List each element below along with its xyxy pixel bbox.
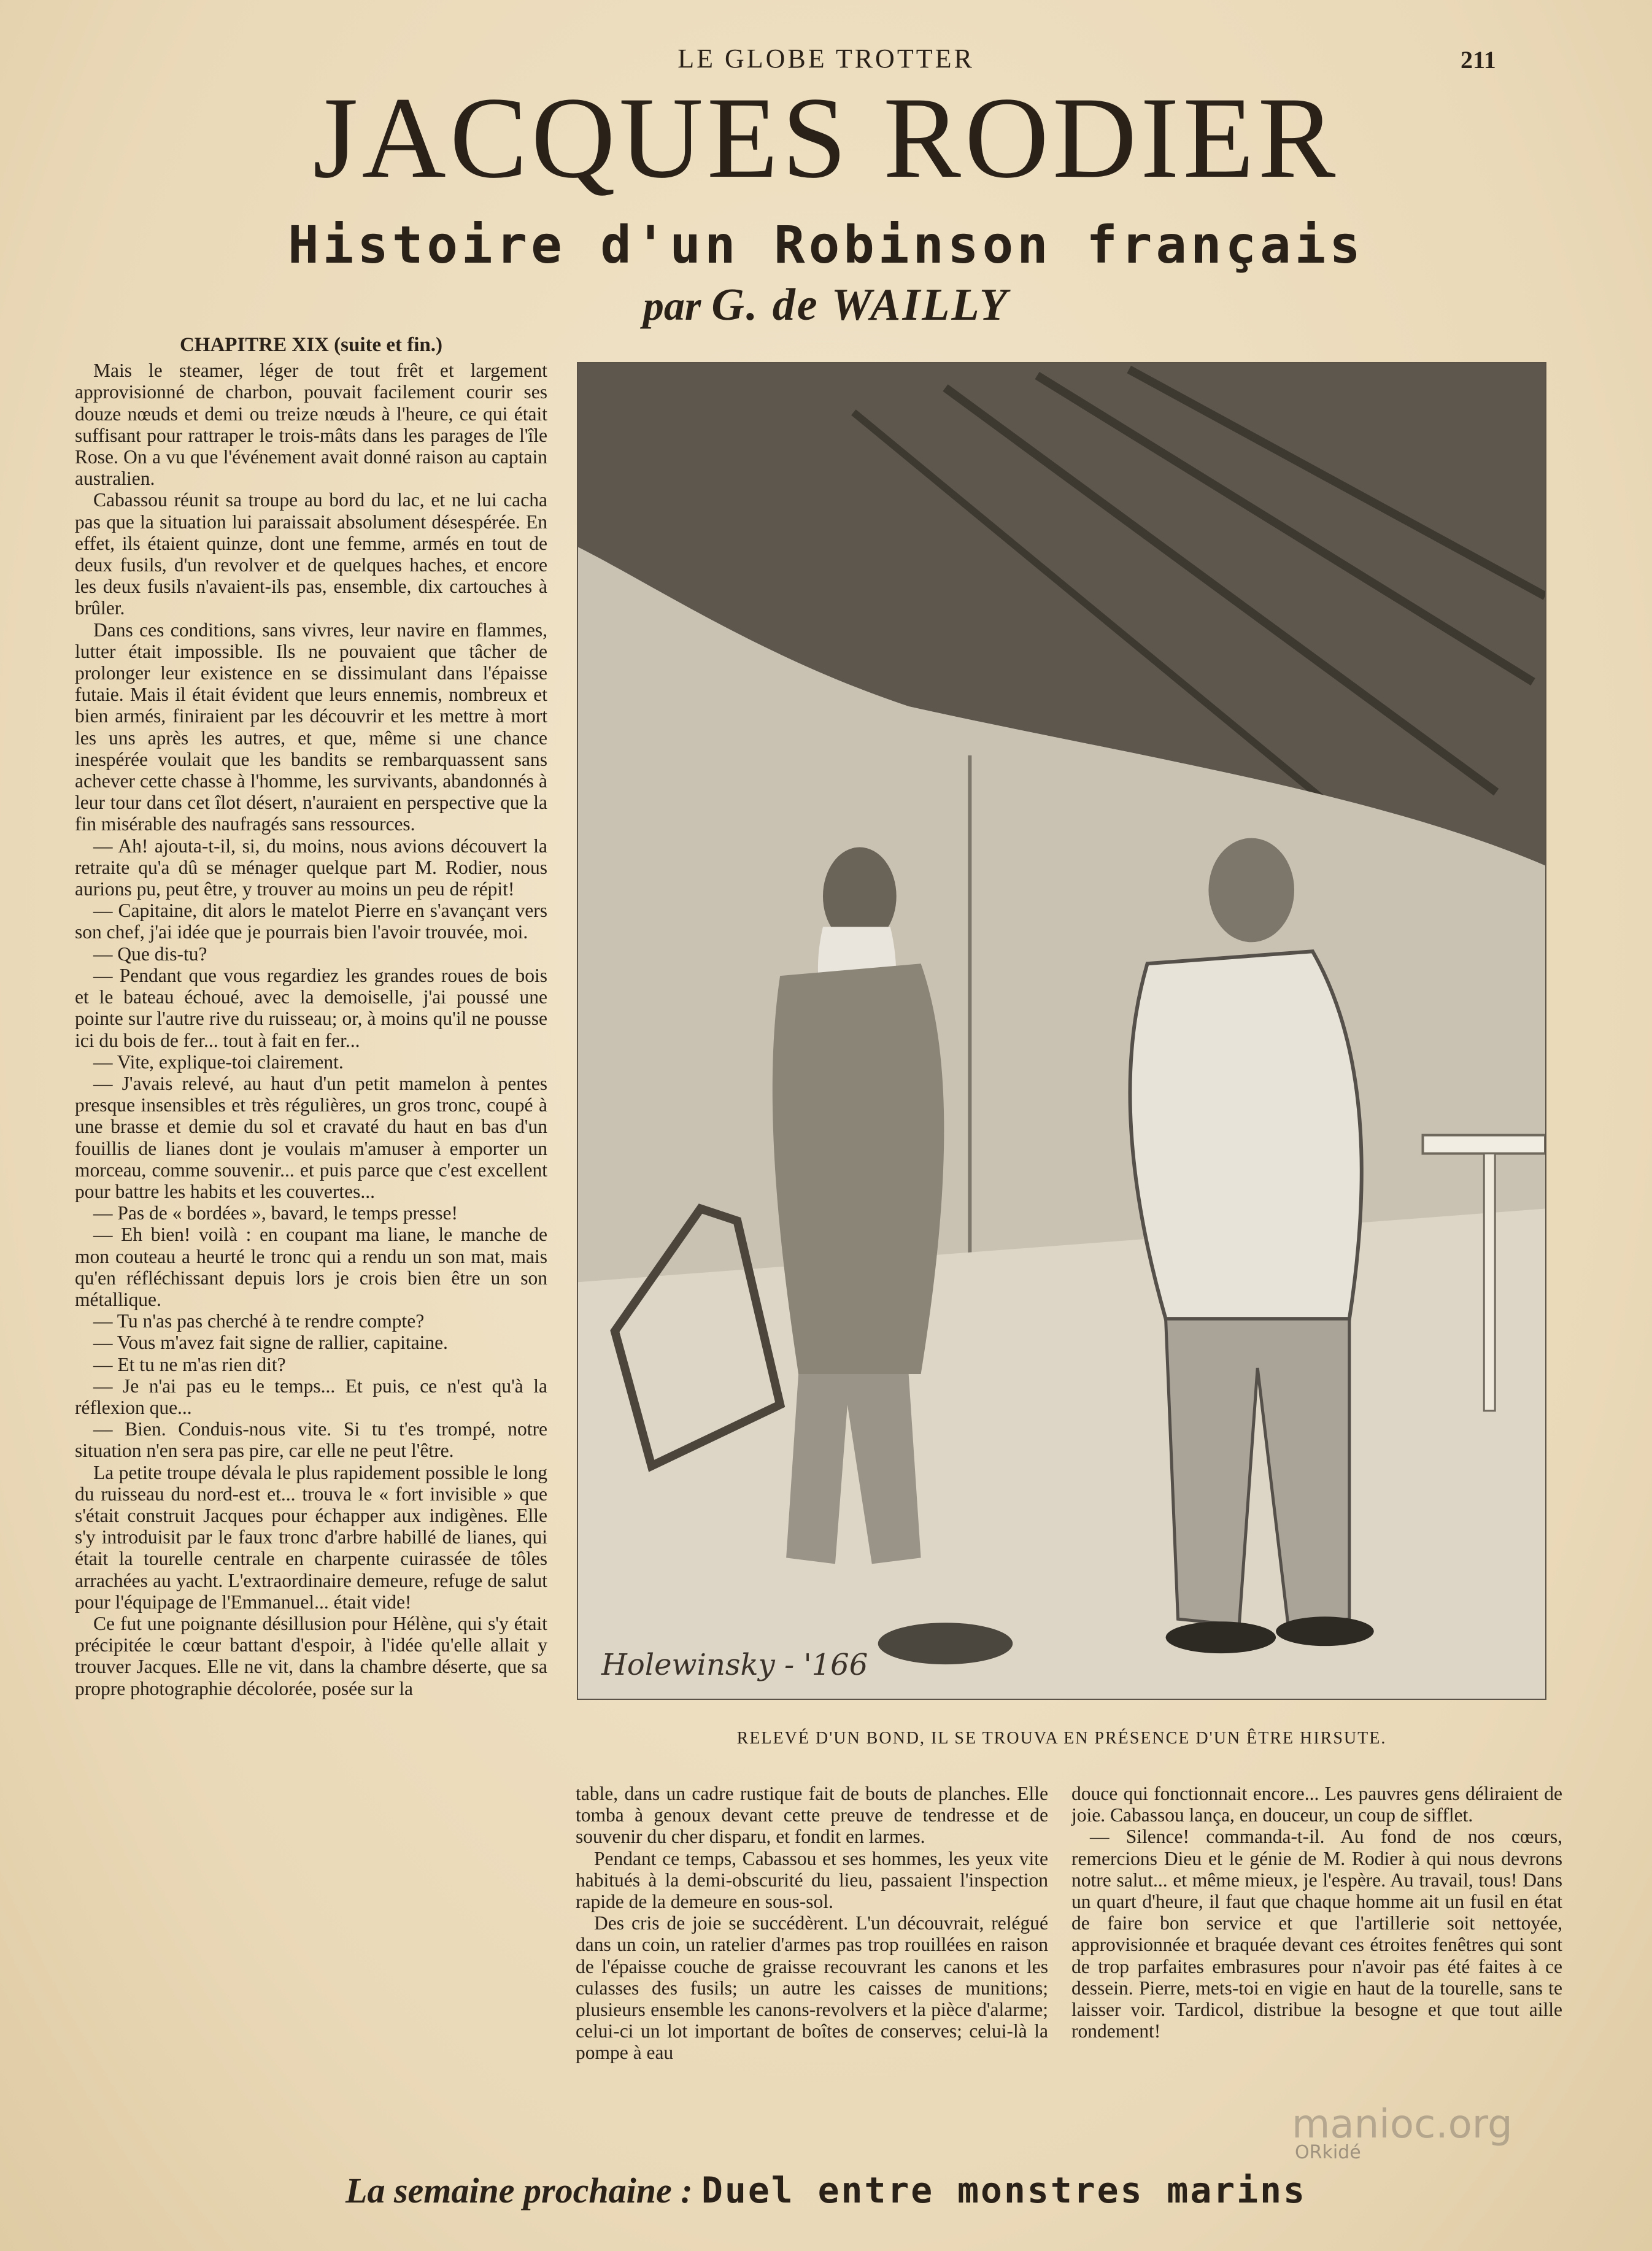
table-top xyxy=(1423,1135,1545,1154)
paragraph: — Silence! commanda-t-il. Au fond de nos cœurs, remercions Dieu et le génie de M. Rodier à qui nous devrons notre salut... et même mieux, je l'espère. Au travail, tous! Dans un quart d'heure, il faut que chaque homme ait un fusil en état de faire bon service et que l'artillerie soit nettoyée, approvisionnée et braquée devant ces étroites fenêtres qui sont de trop parfaites embrasures pour n'avoir pas été faites à ce dessein. Pierre, mets-toi en vigie en haut de la tourelle, sans te laisser voir. Tardicol, distribue la besogne et que tout aille rondement! xyxy=(1071,1826,1562,2042)
paragraph: — Ah! ajouta-t-il, si, du moins, nous avions découvert la retraite qu'a dû se ménager quelque part M. Rodier, nous aurions pu, peut être, y trouver au moins un peu de répit! xyxy=(75,835,547,900)
paragraph: — Tu n'as pas cherché à te rendre compte? xyxy=(93,1310,425,1332)
paragraph: — Je n'ai pas eu le temps... Et puis, ce n'est qu'à la réflexion que... xyxy=(75,1375,547,1418)
man-shoe xyxy=(1166,1621,1276,1653)
illustration xyxy=(577,362,1546,1700)
man-jacket xyxy=(1130,951,1361,1319)
paragraph: Mais le steamer, léger de tout frêt et largement approvisionné de charbon, pouvait facilement courir ses douze nœuds et demi ou treize nœuds à l'heure, ce qui était suffisant pour rattraper le trois-mâts dans les parages de l'île Rose. On a vu que l'événement avait donné raison au captain australien. xyxy=(75,360,547,490)
text-column-middle xyxy=(576,1783,1048,2064)
byline-prefix: par xyxy=(643,282,701,329)
paragraph: douce qui fonctionnait encore... Les pauvres gens déliraient de joie. Cabassou lança, en douceur, un coup de sifflet. xyxy=(1071,1783,1562,1826)
floor xyxy=(578,1208,1545,1699)
paragraph: table, dans un cadre rustique fait de bouts de planches. Elle tomba à genoux devant cette preuve de tendresse et de souvenir du cher disparu, et fondit en larmes. xyxy=(576,1783,1048,1848)
artist-signature: Holewinsky - '166 xyxy=(601,1648,868,1682)
hermit-body xyxy=(773,963,944,1374)
paragraph: — Vous m'avez fait signe de rallier, capitaine. xyxy=(93,1332,448,1354)
byline xyxy=(0,279,1652,331)
paragraph: Ce fut une poignante désillusion pour Hélène, qui s'y était précipitée le cœur battant d'espoir, à l'idée qu'elle allait y trouver Jacques. Elle ne vit, dans la chambre déserte, que sa propre photographie décolorée, posée sur la xyxy=(75,1612,547,1699)
teaser-title: Duel entre monstres marins xyxy=(701,2169,1307,2211)
table-leg xyxy=(1484,1154,1495,1411)
paragraph: Cabassou réunit sa troupe au bord du lac, et ne lui cacha pas que la situation lui paraissait absolument désespérée. En effet, ils étaient quinze, dont une femme, armés en tout de deux fusils, d'un revolver et de quelques haches, et encore les deux fusils n'avaient-ils pas, ensemble, dix cartouches à brûler. xyxy=(75,489,547,619)
man-head xyxy=(1208,838,1294,943)
paragraph: — Que dis-tu? xyxy=(93,943,207,965)
article-title: JACQUES RODIER xyxy=(312,74,1340,203)
paragraph: — Et tu ne m'as rien dit? xyxy=(93,1353,286,1375)
page-number: 211 xyxy=(1461,46,1496,74)
paragraph: — Capitaine, dit alors le matelot Pierre en s'avançant vers son chef, j'ai idée que je pourrais bien l'avoir trouvée, moi. xyxy=(75,900,547,943)
next-week-teaser xyxy=(0,2169,1652,2211)
watermark: manioc.org xyxy=(1292,2102,1513,2147)
paragraph: — J'avais relevé, au haut d'un petit mamelon à pentes presque insensibles et très régulières, un gros tronc, coupé à une brasse et demie du sol et cravaté du haut en bas d'un fouillis de lianes dont je voulais m'amuser à emporter un morceau, comme souvenir... et puis parce que c'est excellent pour battre les habits et les couvertes... xyxy=(75,1072,547,1202)
engraving-drawing xyxy=(578,363,1545,1699)
teaser-lead: La semaine prochaine : xyxy=(345,2171,693,2210)
watermark-credit: ORkidé xyxy=(1295,2142,1361,2163)
paragraph: Pendant ce temps, Cabassou et ses hommes, les yeux vite habitués à la demi-obscurité du lieu, passaient l'inspection rapide de la demeure en sous-sol. xyxy=(576,1847,1048,1913)
author-name: G. de WAILLY xyxy=(711,280,1009,330)
text-column-right xyxy=(1071,1783,1562,2042)
chapter-heading: CHAPITRE XIX (suite et fin.) xyxy=(179,334,443,356)
paragraph: — Bien. Conduis-nous vite. Si tu t'es trompé, notre situation n'en sera pas pire, car elle ne peut l'être. xyxy=(75,1418,547,1462)
paragraph: — Pendant que vous regardiez les grandes roues de bois et le bateau échoué, avec la demoiselle, j'ai poussé une pointe sur l'autre rive du ruisseau; or, à moins qu'il ne pousse ici du bois de fer... tout à fait en fer... xyxy=(75,964,547,1051)
paragraph: — Pas de « bordées », bavard, le temps presse! xyxy=(93,1202,458,1224)
paragraph: Dans ces conditions, sans vivres, leur navire en flammes, lutter était impossible. Ils ne pouvaient que tâcher de prolonger leur existence en se dissimulant dans l'épaisse futaie. Mais il était évident que leurs ennemis, nombreux et bien armés, finiraient par les découvrir et les mettre à mort les uns après les autres, et que, même si une chance inespérée voulait que les bandits se rembarquassent sans achever cette chasse à l'homme, les survivants, abandonnés à leur tour dans cet îlot désert, n'auraient en perspective que la fin misérable des naufragés sans ressources. xyxy=(75,619,547,835)
article-subtitle: Histoire d'un Robinson français xyxy=(288,215,1364,275)
hat-on-floor xyxy=(878,1623,1013,1664)
illustration-caption: RELEVÉ D'UN BOND, IL SE TROUVA EN PRÉSENCE D'UN ÊTRE HIRSUTE. xyxy=(736,1729,1387,1748)
paragraph: — Vite, explique-toi clairement. xyxy=(93,1051,344,1073)
paragraph: Des cris de joie se succédèrent. L'un découvrait, relégué dans un coin, un ratelier d'armes pas trop rouillées en raison de l'épaisse couche de graisse recouvrant les canons et les culasses des fusils; un autre les caisses de munitions; plusieurs ensemble les canons-revolvers et la pièce d'alarme; celui-ci un lot important de boîtes de conserves; celui-là la pompe à eau xyxy=(576,1912,1048,2064)
paragraph: — Eh bien! voilà : en coupant ma liane, le manche de mon couteau a heurté le tronc qui a rendu un son mat, mais qu'en réfléchissant depuis lors je crois bien être un son métallique. xyxy=(75,1224,547,1310)
paragraph: La petite troupe dévala le plus rapidement possible le long du ruisseau du nord-est et... trouva le « fort invisible » que s'était construit Jacques pour échapper aux indigènes. Elle s'y introduisit par le faux tronc d'arbre habillé de lianes, qui était la tourelle centrale en charpente cuirassée de tôles arrachées au yacht. L'extraordinaire demeure, refuge de salut pour l'équipage de l'Emmanuel... était vide! xyxy=(75,1461,547,1613)
text-column-left xyxy=(75,334,547,1699)
man-shoe xyxy=(1276,1616,1374,1646)
masthead: LE GLOBE TROTTER xyxy=(677,44,975,74)
